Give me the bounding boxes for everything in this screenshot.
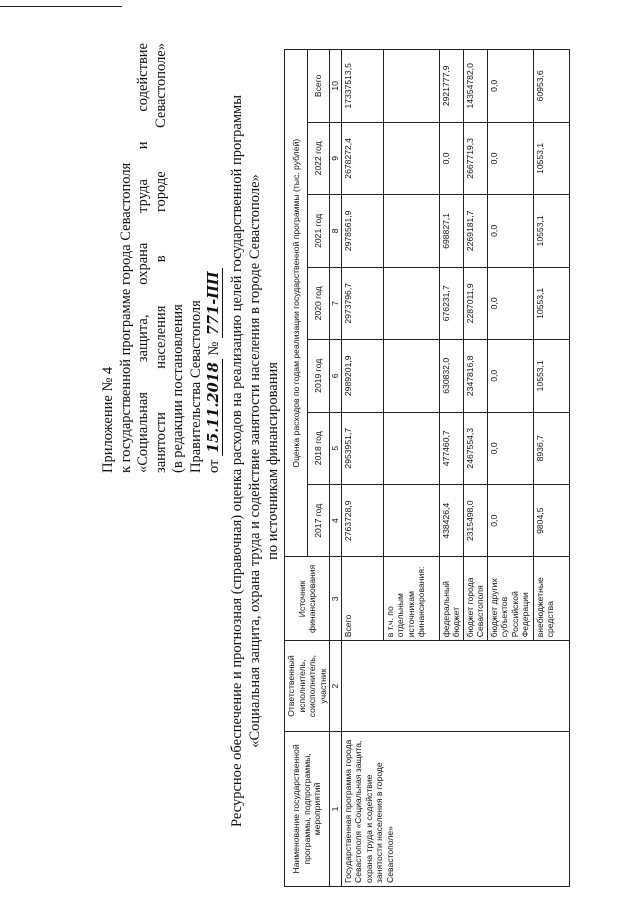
value-cell bbox=[383, 412, 439, 484]
column-number: 5 bbox=[330, 412, 342, 484]
value-cell: 9804,5 bbox=[533, 485, 569, 557]
value-cell: 10553,1 bbox=[533, 340, 569, 412]
total-cell: 60953,6 bbox=[533, 50, 569, 123]
column-number: 4 bbox=[330, 485, 342, 557]
value-cell bbox=[383, 267, 439, 339]
appendix-line-2: «Социальная защита, охрана труда и содействие bbox=[135, 43, 151, 473]
value-cell: 8936,7 bbox=[533, 412, 569, 484]
column-number: 3 bbox=[330, 557, 342, 641]
value-cell bbox=[383, 195, 439, 267]
value-cell: 698827,1 bbox=[439, 195, 463, 267]
handwritten-number: 771-ПП bbox=[205, 268, 223, 338]
source-cell: в т.ч. по отдельным источникам финансирования: bbox=[383, 557, 439, 641]
source-cell: бюджет города Севастополя bbox=[463, 557, 487, 641]
executor-cell bbox=[341, 641, 569, 732]
header-total: Всего bbox=[307, 50, 330, 123]
value-cell: 438426,4 bbox=[439, 485, 463, 557]
heading-line-1: Ресурсное обеспечение и прогнозная (справочная) оценка расходов на реализацию целей государственной программы bbox=[229, 95, 245, 827]
value-cell: 10553,1 bbox=[533, 122, 569, 194]
source-cell: Всего bbox=[341, 557, 383, 641]
header-source: Источник финансирования bbox=[285, 557, 330, 641]
header-year: 2017 год bbox=[307, 485, 330, 557]
source-cell: внебюджетные средства bbox=[533, 557, 569, 641]
value-cell bbox=[383, 340, 439, 412]
header-year: 2020 год bbox=[307, 267, 330, 339]
value-cell: 2467554,3 bbox=[463, 412, 487, 484]
total-cell bbox=[383, 50, 439, 123]
value-cell: 0,0 bbox=[439, 122, 463, 194]
value-cell: 0,0 bbox=[487, 340, 533, 412]
value-cell: 2315498,0 bbox=[463, 485, 487, 557]
appendix-line-5: Правительства Севастополя bbox=[187, 300, 204, 473]
total-cell: 2921777,9 bbox=[439, 50, 463, 123]
column-number: 10 bbox=[330, 50, 342, 123]
header-year: 2021 год bbox=[307, 195, 330, 267]
heading-line-2: «Социальная защита, охрана труда и содействие занятости населения в городе Севастополе» bbox=[247, 174, 263, 748]
handwritten-date: 15.11.2018 bbox=[205, 359, 223, 456]
funding-table bbox=[284, 49, 570, 887]
header-name: Наименование государственной программы, подпрограммы, мероприятий bbox=[285, 731, 330, 886]
total-cell: 14354782,0 bbox=[463, 50, 487, 123]
value-cell: 2287011,9 bbox=[463, 267, 487, 339]
value-cell: 2763728,9 bbox=[341, 485, 383, 557]
source-cell: бюджет других субъектов Российской Федерации bbox=[487, 557, 533, 641]
number-prefix: № bbox=[206, 341, 222, 356]
value-cell: 0,0 bbox=[487, 195, 533, 267]
value-cell: 10553,1 bbox=[533, 267, 569, 339]
header-executor: Ответственный исполнитель, соисполнитель, участник bbox=[285, 641, 330, 732]
date-prefix: от bbox=[206, 459, 222, 473]
total-cell: 0,0 bbox=[487, 50, 533, 123]
value-cell: 2347816,8 bbox=[463, 340, 487, 412]
column-number-row bbox=[330, 50, 342, 887]
value-cell: 2667719,3 bbox=[463, 122, 487, 194]
value-cell: 2973796,7 bbox=[341, 267, 383, 339]
appendix-line-4: (в редакции постановления bbox=[170, 304, 186, 473]
value-cell: 0,0 bbox=[487, 485, 533, 557]
value-cell: 2989201,9 bbox=[341, 340, 383, 412]
value-cell: 676231,7 bbox=[439, 267, 463, 339]
column-number: 1 bbox=[330, 731, 342, 886]
total-cell: 17337513,5 bbox=[341, 50, 383, 123]
heading-line-3: по источникам финансирования bbox=[265, 362, 281, 560]
value-cell: 477460,7 bbox=[439, 412, 463, 484]
header-year: 2019 год bbox=[307, 340, 330, 412]
column-number: 7 bbox=[330, 267, 342, 339]
value-cell: 10553,1 bbox=[533, 195, 569, 267]
value-cell bbox=[383, 485, 439, 557]
appendix-line-3: занятости населения в городе Севастополе» bbox=[152, 43, 169, 473]
source-cell: федеральный бюджет bbox=[439, 557, 463, 641]
appendix-title: Приложение № 4 bbox=[100, 366, 116, 473]
header-year: 2022 год bbox=[307, 122, 330, 194]
header-estimate: Оценка расходов по годам реализации государственной программы (тыс. рублей) bbox=[285, 50, 308, 557]
column-number: 2 bbox=[330, 641, 342, 732]
value-cell: 2678272,4 bbox=[341, 122, 383, 194]
column-number: 8 bbox=[330, 195, 342, 267]
column-number: 9 bbox=[330, 122, 342, 194]
value-cell: 0,0 bbox=[487, 122, 533, 194]
value-cell: 2269181,7 bbox=[463, 195, 487, 267]
value-cell: 630832,0 bbox=[439, 340, 463, 412]
appendix-date-line bbox=[205, 43, 224, 473]
appendix-line-1: к государственной программе города Севастополя bbox=[117, 162, 134, 473]
document-heading bbox=[228, 41, 282, 881]
column-number: 6 bbox=[330, 340, 342, 412]
value-cell: 2978561,9 bbox=[341, 195, 383, 267]
table-row bbox=[341, 50, 383, 887]
value-cell: 0,0 bbox=[487, 267, 533, 339]
header-year: 2018 год bbox=[307, 412, 330, 484]
value-cell: 2953951,7 bbox=[341, 412, 383, 484]
program-name-cell: Государственная программа города Севастополя «Социальная защита, охрана труда и содействие занятости населения в городе Севастополе» bbox=[341, 731, 569, 886]
value-cell: 0,0 bbox=[487, 412, 533, 484]
value-cell bbox=[383, 122, 439, 194]
appendix-block bbox=[100, 43, 224, 473]
